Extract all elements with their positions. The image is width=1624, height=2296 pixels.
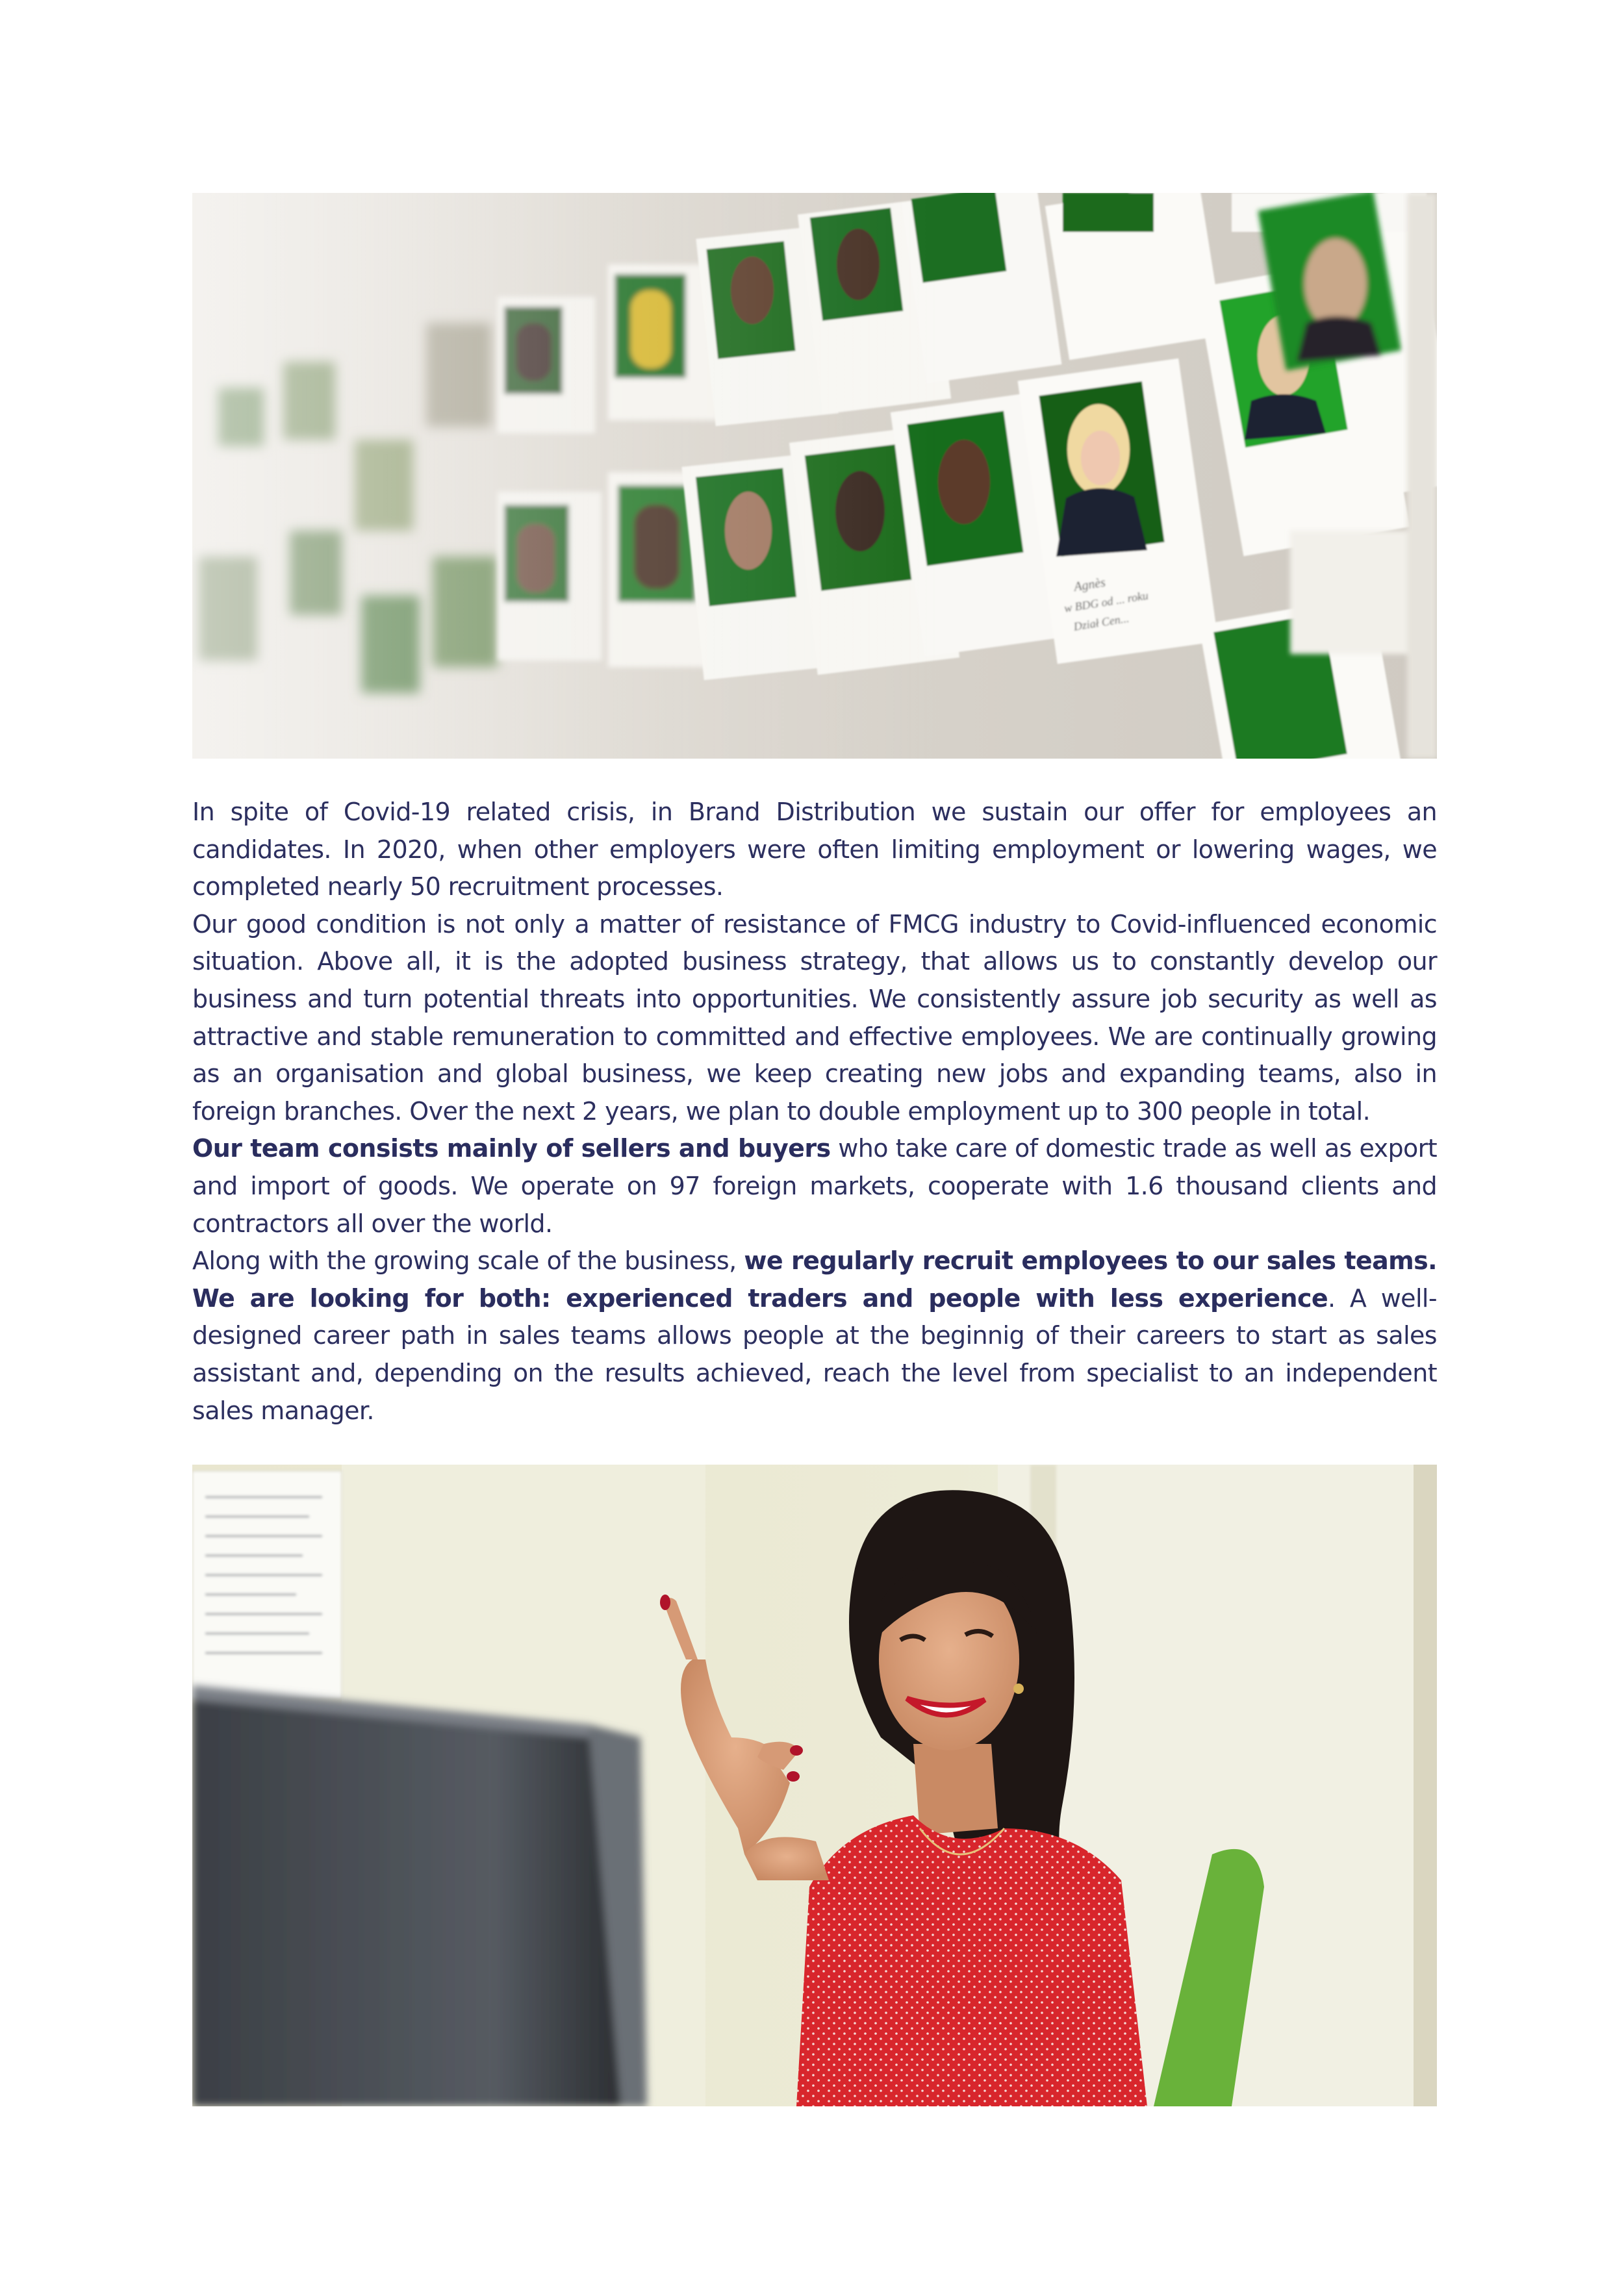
article-body [192,794,1437,1430]
paragraph-recruitment-sales [192,1243,1437,1430]
recruitment-sales-intro: Along with the growing scale of the business, [192,1246,744,1276]
paragraph-business-strategy: Our good condition is not only a matter of resistance of FMCG industry to Covid-influenced economic situation. Above all, it is the adopted business strategy, that allows us to constantly develop our business and turn potential threats into opportunities. We consistently assure job security as well as attractive and stable remuneration to committed and effective employees. We are continually growing as an organisation and global business, we keep creating new jobs and expanding teams, also in foreign branches. Over the next 2 years, we plan to double employment up to 300 people in total. [192,909,1437,1126]
team-composition-highlight: Our team consists mainly of sellers and buyers [192,1134,831,1163]
portrait-wall-illustration [192,193,1437,759]
recruitment-sales-rest: . A well-designed career path in sales teams allows people at the beginnig of their careers to start as sales assistant and, depending on the results achieved, reach the level from specialist to an independent sales manager. [192,1283,1437,1425]
employee-portrait-wall-photo [192,193,1437,759]
team-composition-rest: who take care of domestic trade as well as export and import of goods. We operate on 97 foreign markets, cooperate with 1.6 thousand clients and contractors all over the world. [192,1134,1437,1238]
recruitment-sales-highlight: we regularly recruit employees to our sales teams. We are looking for both: experienced traders and people with less experience [192,1246,1437,1313]
employee-at-desk-photo [192,1465,1437,2106]
paragraph-recruitment-2020: In spite of Covid-19 related crisis, in Brand Distribution we sustain our offer for employees an candidates. In 2020, when other employers were often limiting employment or lowering wages, we completed nearly 50 recruitment processes. [192,798,1437,902]
paragraph-team-composition [192,1130,1437,1243]
office-illustration [192,1465,1437,2106]
